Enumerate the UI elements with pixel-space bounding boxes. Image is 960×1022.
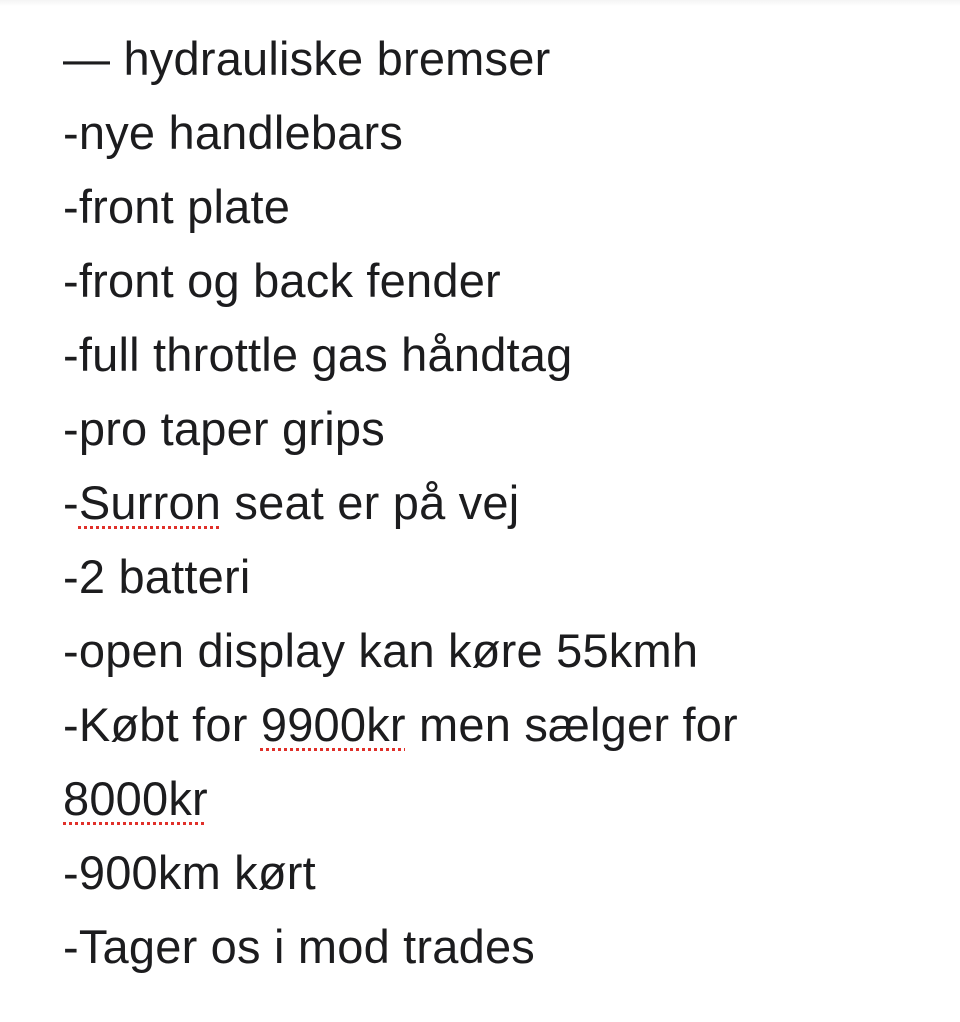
note-text: -front og back fender: [63, 254, 501, 307]
note-line[interactable]: [63, 910, 943, 984]
top-edge: [0, 0, 960, 6]
note-text: -2 batteri: [63, 550, 251, 603]
note-line[interactable]: [63, 688, 943, 762]
note-line[interactable]: [63, 318, 943, 392]
note-text: -pro taper grips: [63, 402, 385, 455]
note-line[interactable]: [63, 762, 943, 836]
note-text: -open display kan køre 55kmh: [63, 624, 699, 677]
note-line[interactable]: [63, 96, 943, 170]
misspelled-word[interactable]: 8000kr: [63, 772, 208, 825]
note-line[interactable]: [63, 392, 943, 466]
misspelled-word[interactable]: Surron: [78, 476, 222, 529]
note-text: -900km kørt: [63, 846, 316, 899]
note-text: — hydrauliske bremser: [63, 32, 551, 85]
note-line[interactable]: [63, 170, 943, 244]
note-line[interactable]: [63, 540, 943, 614]
note-text: -nye handlebars: [63, 106, 404, 159]
note-text: -full throttle gas håndtag: [63, 328, 573, 381]
note-text: -Tager os i mod trades: [63, 920, 535, 973]
note-text: seat er på vej: [221, 476, 520, 529]
note-line[interactable]: [63, 466, 943, 540]
note-text-area[interactable]: [63, 22, 943, 984]
note-text: men sælger for: [405, 698, 738, 751]
note-line[interactable]: [63, 614, 943, 688]
note-text: -front plate: [63, 180, 291, 233]
note-line[interactable]: [63, 22, 943, 96]
misspelled-word[interactable]: 9900kr: [260, 698, 406, 751]
note-line[interactable]: [63, 244, 943, 318]
note-text: -: [63, 476, 79, 529]
note-line[interactable]: [63, 836, 943, 910]
note-text: -Købt for: [63, 698, 261, 751]
